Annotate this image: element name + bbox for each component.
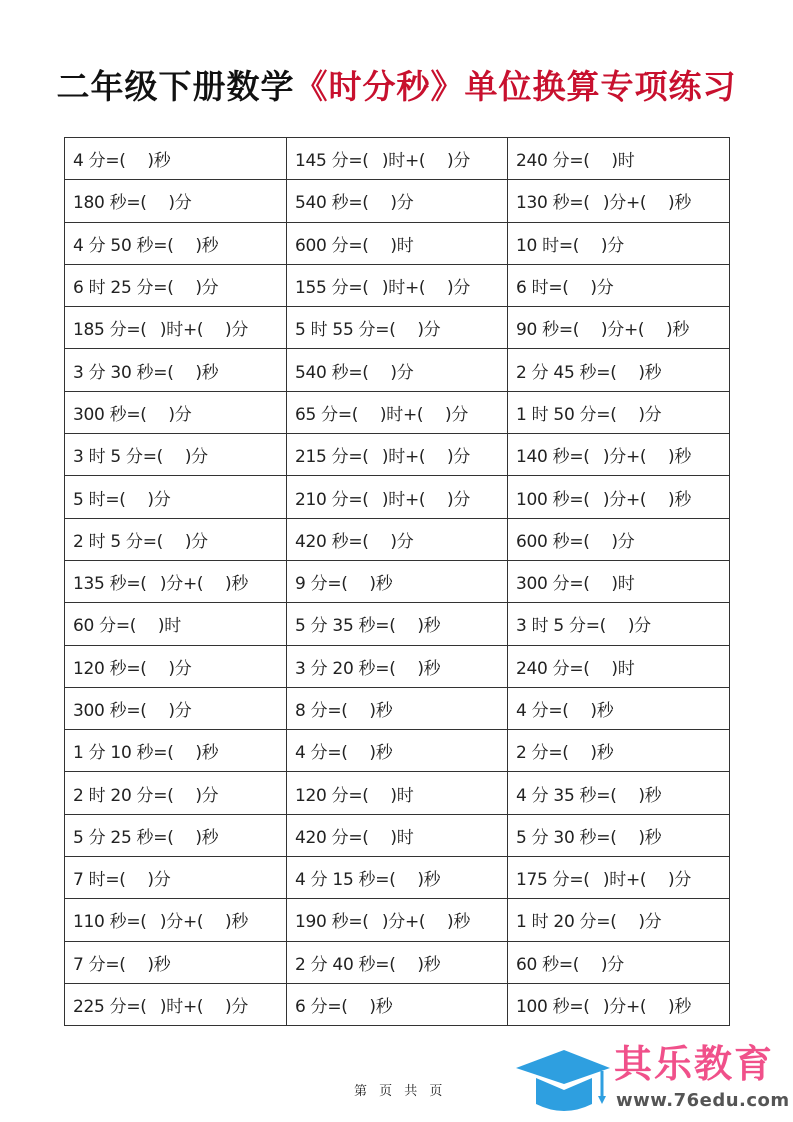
title-grade-subject: 二年级下册数学 [56,67,295,106]
exercise-cell: 60 分=( )时 [65,603,287,645]
exercise-cell: 240 分=( )时 [508,645,730,687]
exercise-cell: 2 分=( )秒 [508,730,730,772]
table-row [65,138,730,180]
table-row [65,857,730,899]
exercise-cell: 7 时=( )分 [65,857,287,899]
exercise-cell: 135 秒=( )分+( )秒 [65,560,287,602]
exercise-cell: 1 时 50 分=( )分 [508,391,730,433]
exercise-cell: 155 分=( )时+( )分 [287,264,508,306]
exercise-cell: 8 分=( )秒 [287,687,508,729]
exercise-cell: 1 分 10 秒=( )秒 [65,730,287,772]
exercise-cell: 6 分=( )秒 [287,983,508,1025]
exercise-cell: 110 秒=( )分+( )秒 [65,899,287,941]
exercise-cell: 4 分=( )秒 [508,687,730,729]
exercise-cell: 4 分 35 秒=( )秒 [508,772,730,814]
exercise-cell: 6 时=( )分 [508,264,730,306]
exercise-cell: 420 分=( )时 [287,814,508,856]
exercise-cell: 3 时 5 分=( )分 [508,603,730,645]
table-row [65,814,730,856]
exercise-cell: 5 分 35 秒=( )秒 [287,603,508,645]
exercise-cell: 2 分 40 秒=( )秒 [287,941,508,983]
exercise-cell: 5 分 30 秒=( )秒 [508,814,730,856]
exercise-cell: 225 分=( )时+( )分 [65,983,287,1025]
exercise-cell: 145 分=( )时+( )分 [287,138,508,180]
exercise-cell: 100 秒=( )分+( )秒 [508,983,730,1025]
table-row [65,603,730,645]
exercise-cell: 3 分 30 秒=( )秒 [65,349,287,391]
table-row [65,307,730,349]
exercise-cell: 140 秒=( )分+( )秒 [508,434,730,476]
exercise-cell: 120 秒=( )分 [65,645,287,687]
exercise-cell: 2 分 45 秒=( )秒 [508,349,730,391]
table-row [65,730,730,772]
exercise-cell: 7 分=( )秒 [65,941,287,983]
exercise-cell: 300 分=( )时 [508,560,730,602]
exercise-cell: 2 时 20 分=( )分 [65,772,287,814]
exercise-cell: 185 分=( )时+( )分 [65,307,287,349]
brand-logo [512,1040,793,1122]
exercise-cell: 1 时 20 分=( )分 [508,899,730,941]
exercise-cell: 190 秒=( )分+( )秒 [287,899,508,941]
table-row [65,941,730,983]
exercise-cell: 300 秒=( )分 [65,391,287,433]
exercise-cell: 180 秒=( )分 [65,180,287,222]
table-row [65,772,730,814]
exercise-cell: 120 分=( )时 [287,772,508,814]
table-row [65,391,730,433]
exercise-cell: 4 分 15 秒=( )秒 [287,857,508,899]
exercise-cell: 600 秒=( )分 [508,518,730,560]
table-row [65,180,730,222]
exercise-cell: 4 分 50 秒=( )秒 [65,222,287,264]
brand-url: www.76edu.com [616,1090,790,1111]
exercise-table [64,137,730,1026]
table-row [65,899,730,941]
exercise-cell: 10 时=( )分 [508,222,730,264]
exercise-cell: 215 分=( )时+( )分 [287,434,508,476]
exercise-cell: 5 时=( )分 [65,476,287,518]
table-row [65,983,730,1025]
exercise-cell: 3 时 5 分=( )分 [65,434,287,476]
title-topic: 《时分秒》单位换算专项练习 [294,67,737,106]
exercise-cell: 5 时 55 分=( )分 [287,307,508,349]
exercise-cell: 540 秒=( )分 [287,180,508,222]
table-row [65,349,730,391]
exercise-cell: 130 秒=( )分+( )秒 [508,180,730,222]
exercise-cell: 2 时 5 分=( )分 [65,518,287,560]
exercise-cell: 420 秒=( )分 [287,518,508,560]
table-row [65,645,730,687]
exercise-cell: 60 秒=( )分 [508,941,730,983]
exercise-cell: 9 分=( )秒 [287,560,508,602]
exercise-cell: 90 秒=( )分+( )秒 [508,307,730,349]
table-row [65,434,730,476]
page-title [0,62,793,112]
table-row [65,518,730,560]
table-row [65,476,730,518]
exercise-cell: 3 分 20 秒=( )秒 [287,645,508,687]
table-row [65,264,730,306]
exercise-table-body [65,138,730,1026]
exercise-cell: 4 分=( )秒 [287,730,508,772]
exercise-cell: 540 秒=( )分 [287,349,508,391]
table-row [65,687,730,729]
exercise-cell: 5 分 25 秒=( )秒 [65,814,287,856]
page-number-footer: 第 页 共 页 [354,1084,447,1099]
exercise-cell: 65 分=( )时+( )分 [287,391,508,433]
exercise-cell: 300 秒=( )分 [65,687,287,729]
exercise-cell: 100 秒=( )分+( )秒 [508,476,730,518]
table-row [65,222,730,264]
exercise-cell: 4 分=( )秒 [65,138,287,180]
exercise-cell: 600 分=( )时 [287,222,508,264]
exercise-cell: 240 分=( )时 [508,138,730,180]
graduation-cap-icon [512,1044,612,1114]
table-row [65,560,730,602]
exercise-cell: 6 时 25 分=( )分 [65,264,287,306]
exercise-cell: 175 分=( )时+( )分 [508,857,730,899]
exercise-cell: 210 分=( )时+( )分 [287,476,508,518]
brand-name: 其乐教育 [614,1042,775,1086]
